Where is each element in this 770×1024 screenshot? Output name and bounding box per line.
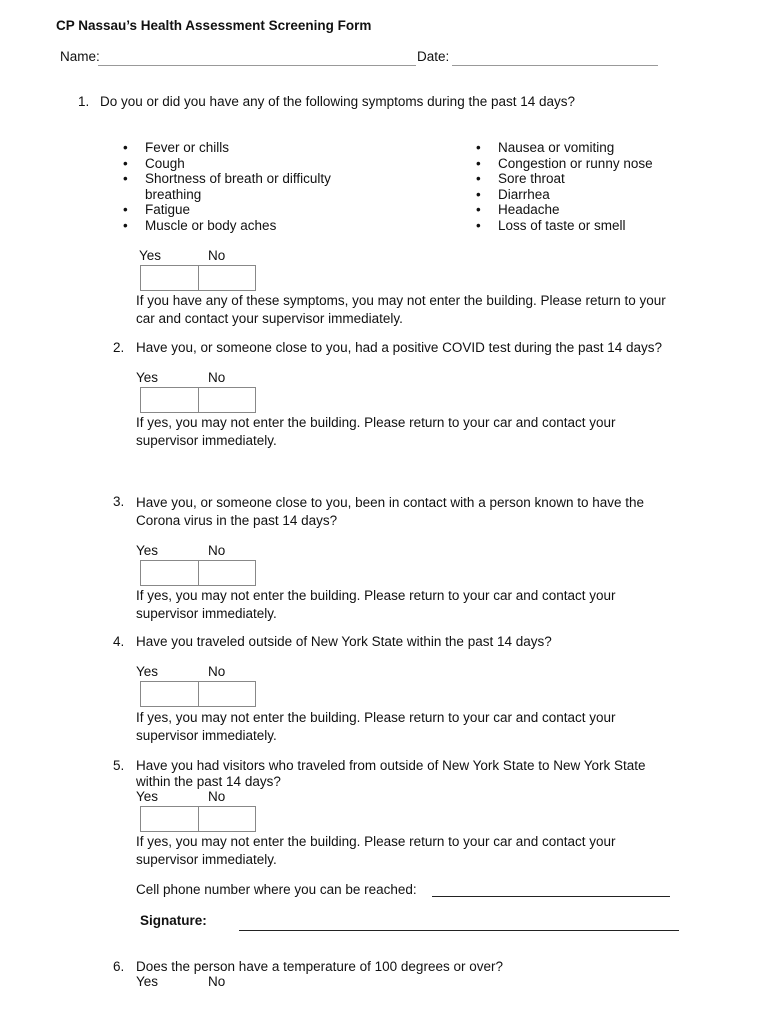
q3-number: 3.	[113, 494, 125, 509]
q4-number: 4.	[113, 634, 125, 649]
q2-no-checkbox[interactable]	[198, 388, 256, 412]
q3-note: If yes, you may not enter the building. Please return to your car and contact your supervisor immediately.	[136, 588, 616, 621]
form-title: CP Nassau’s Health Assessment Screening Form	[56, 18, 372, 33]
q4-answer-box	[140, 681, 256, 707]
date-field[interactable]	[452, 65, 658, 66]
q1-text: Do you or did you have any of the following symptoms during the past 14 days?	[100, 94, 576, 109]
cell-phone-field[interactable]	[432, 896, 670, 897]
symptom-item: • Fever or chills	[123, 140, 343, 156]
q4-yes-label: Yes	[136, 664, 159, 679]
q3-yes-label: Yes	[136, 543, 159, 558]
date-label: Date:	[417, 49, 450, 64]
q5-number: 5.	[113, 758, 125, 773]
q5-note: If yes, you may not enter the building. Please return to your car and contact your supervisor immediately.	[136, 834, 616, 867]
q1-yes-checkbox[interactable]	[141, 266, 198, 290]
symptom-item: • Fatigue	[123, 202, 343, 218]
cell-phone-label: Cell phone number where you can be reached:	[136, 882, 417, 897]
q2-number: 2.	[113, 340, 125, 355]
symptom-item: • Congestion or runny nose	[476, 156, 676, 172]
q1-note: If you have any of these symptoms, you may not enter the building. Please return to your car and contact your supervisor immediately.	[136, 293, 666, 326]
q1-symptoms-left	[123, 140, 343, 233]
symptom-item: • Sore throat	[476, 171, 676, 187]
q5-yes-checkbox[interactable]	[141, 807, 198, 831]
symptom-item: • Cough	[123, 156, 343, 172]
q2-no-label: No	[208, 370, 226, 385]
q6-no-label: No	[208, 974, 226, 989]
q1-answer-box	[140, 265, 256, 291]
q4-no-label: No	[208, 664, 226, 679]
signature-label: Signature:	[140, 913, 207, 928]
q4-no-checkbox[interactable]	[198, 682, 256, 706]
q1-no-label: No	[208, 248, 226, 263]
q5-text: Have you had visitors who traveled from outside of New York State to New York State within the past 14 days?	[136, 758, 646, 789]
symptom-item: • Muscle or body aches	[123, 218, 343, 234]
q3-text: Have you, or someone close to you, been in contact with a person known to have the Corona virus in the past 14 days?	[136, 495, 645, 528]
q2-text: Have you, or someone close to you, had a positive COVID test during the past 14 days?	[136, 340, 663, 355]
q3-no-checkbox[interactable]	[198, 561, 256, 585]
q2-answer-box	[140, 387, 256, 413]
q6-yes-label: Yes	[136, 974, 159, 989]
q6-text: Does the person have a temperature of 100 degrees or over?	[136, 959, 503, 974]
symptom-item: • Loss of taste or smell	[476, 218, 676, 234]
signature-field[interactable]	[239, 930, 679, 931]
q5-yes-label: Yes	[136, 789, 159, 804]
q4-text: Have you traveled outside of New York State within the past 14 days?	[136, 634, 552, 649]
symptom-item: • Nausea or vomiting	[476, 140, 676, 156]
q6-number: 6.	[113, 959, 125, 974]
q2-yes-checkbox[interactable]	[141, 388, 198, 412]
name-label: Name:	[60, 49, 100, 64]
q1-yes-label: Yes	[139, 248, 162, 263]
q5-no-checkbox[interactable]	[198, 807, 256, 831]
q2-note: If yes, you may not enter the building. Please return to your car and contact your supervisor immediately.	[136, 415, 616, 448]
symptom-item: • Headache	[476, 202, 676, 218]
q1-number: 1.	[78, 94, 90, 109]
q3-yes-checkbox[interactable]	[141, 561, 198, 585]
q3-no-label: No	[208, 543, 226, 558]
symptom-item: • Shortness of breath or difficulty breathing	[123, 171, 343, 202]
q5-no-label: No	[208, 789, 226, 804]
q2-yes-label: Yes	[136, 370, 159, 385]
q1-no-checkbox[interactable]	[198, 266, 256, 290]
q4-yes-checkbox[interactable]	[141, 682, 198, 706]
q3-answer-box	[140, 560, 256, 586]
q1-symptoms-right	[476, 140, 676, 233]
symptom-item: • Diarrhea	[476, 187, 676, 203]
q5-answer-box	[140, 806, 256, 832]
q4-note: If yes, you may not enter the building. Please return to your car and contact your supervisor immediately.	[136, 710, 616, 743]
name-field[interactable]	[98, 65, 416, 66]
